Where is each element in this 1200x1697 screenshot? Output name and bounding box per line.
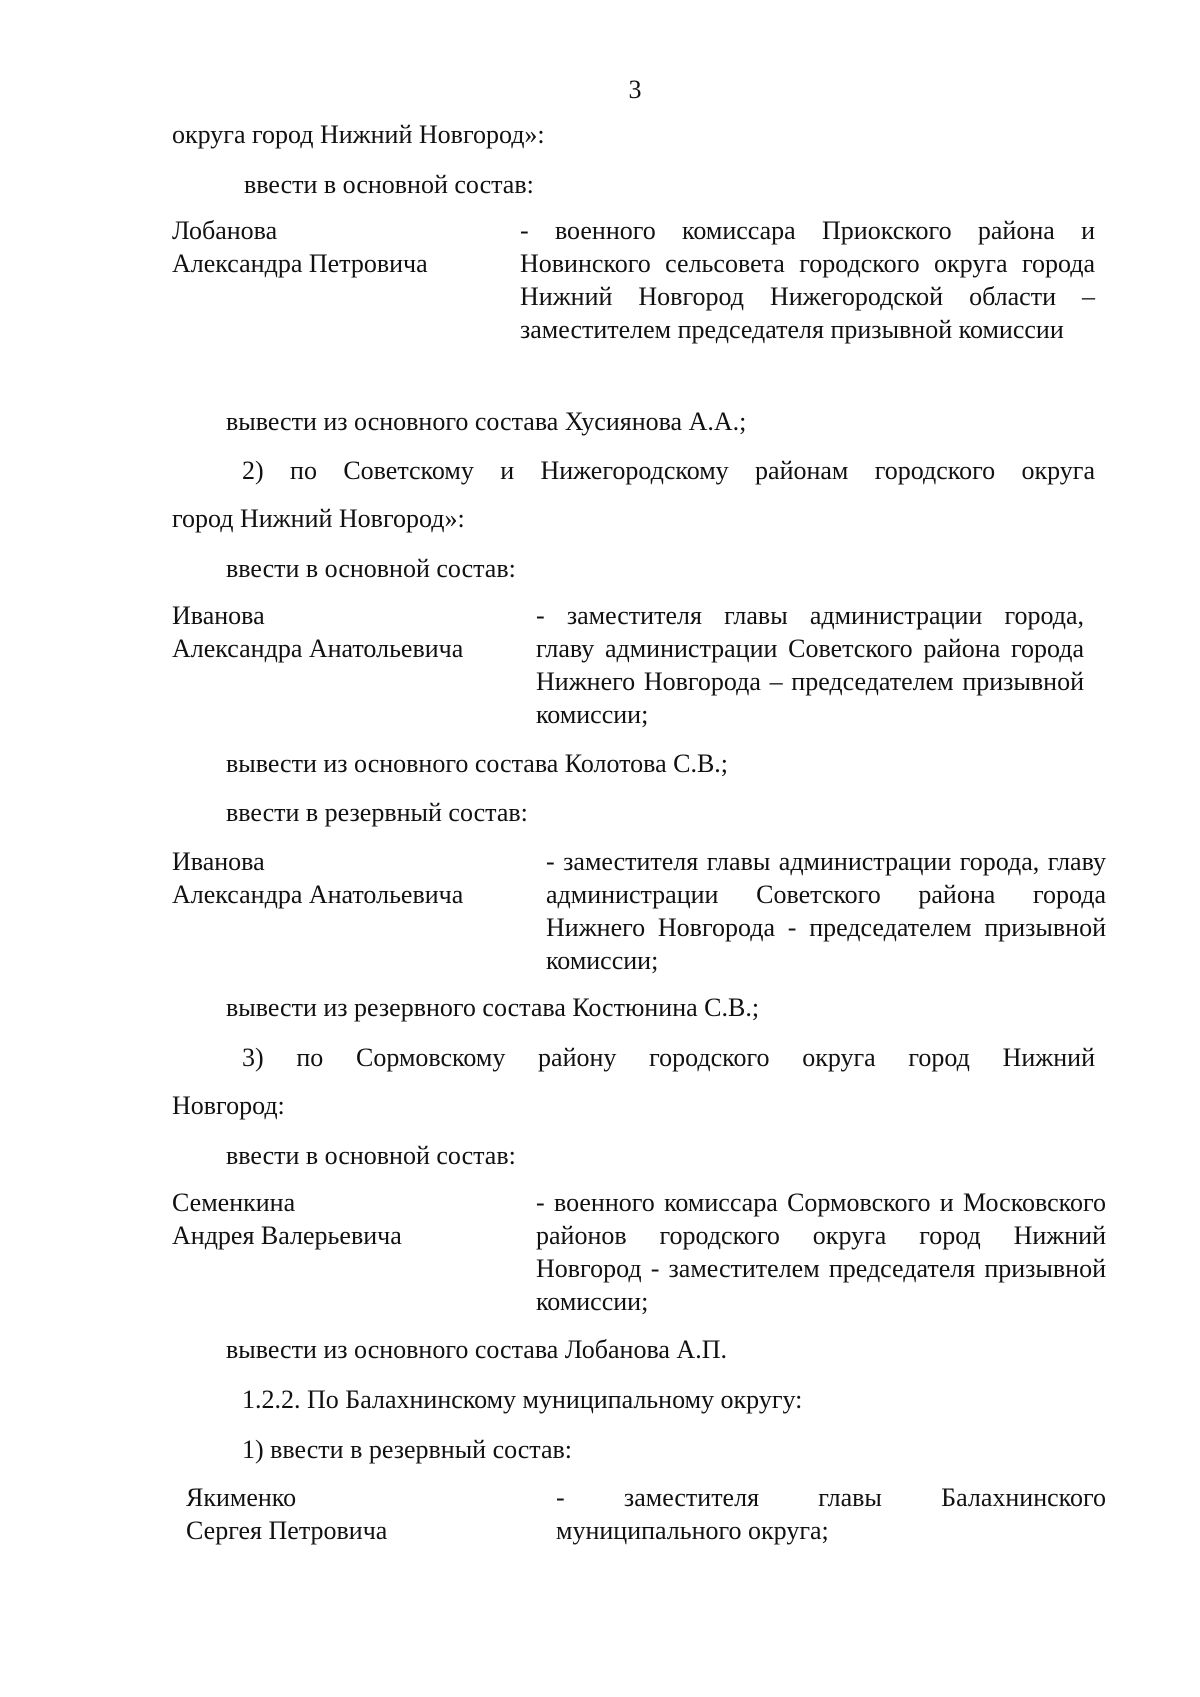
text-line: 2) по Советскому и Нижегородскому районам городского округа xyxy=(242,456,1095,485)
text-line: вывести из основного состава Хусиянова А.А.; xyxy=(226,407,747,436)
text-line: вывести из основного состава Лобанова А.П. xyxy=(226,1335,727,1364)
text-line: город Нижний Новгород»: xyxy=(172,504,465,533)
person-name: Якименко Сергея Петровича xyxy=(186,1483,388,1545)
page-number: 3 xyxy=(628,75,642,104)
text-line: ввести в резервный состав: xyxy=(226,798,528,827)
person-role: - заместителя главы Балахнинского муниципального округа; xyxy=(556,1483,1106,1545)
text-line: ввести в основной состав: xyxy=(226,1141,516,1170)
text-line: ввести в основной состав: xyxy=(226,554,516,583)
person-name: Иванова Александра Анатольевича xyxy=(172,601,464,663)
text-line: вывести из основного состава Колотова С.В.; xyxy=(226,749,729,778)
person-role: - военного комиссара Приокского района и Новинского сельсовета городского округа города Нижний Новгород Нижегородской области – заместителем председателя призывной комиссии xyxy=(520,216,1095,344)
person-name: Иванова Александра Анатольевича xyxy=(172,847,464,909)
text-line: 1.2.2. По Балахнинскому муниципальному округу: xyxy=(242,1385,803,1414)
text-line: вывести из резервного состава Костюнина С.В.; xyxy=(226,993,760,1022)
text-line: 1) ввести в резервный состав: xyxy=(242,1435,573,1464)
person-name: Лобанова Александра Петровича xyxy=(172,216,428,278)
person-name: Семенкина Андрея Валерьевича xyxy=(172,1188,402,1250)
text-line: округа город Нижний Новгород»: xyxy=(172,120,545,149)
text-line: ввести в основной состав: xyxy=(244,170,534,199)
text-line: Новгород: xyxy=(172,1091,285,1120)
text-line: 3) по Сормовскому району городского округа город Нижний xyxy=(242,1043,1095,1072)
person-role: - заместителя главы администрации города, главу администрации Советского района города Нижнего Новгорода - председателем призывной комиссии; xyxy=(546,847,1106,975)
person-role: - военного комиссара Сормовского и Московского районов городского округа город Нижний Новгород - заместителем председателя призывной комиссии; xyxy=(536,1188,1106,1316)
person-role: - заместителя главы администрации города, главу администрации Советского района города Нижнего Новгорода – председателем призывной комиссии; xyxy=(536,601,1084,729)
